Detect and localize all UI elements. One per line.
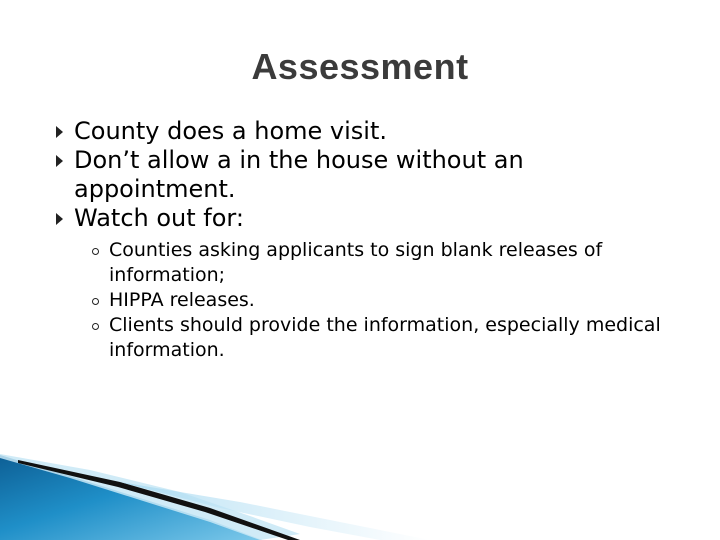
bullet-item [57, 204, 677, 363]
ring-bullet-icon [92, 248, 99, 255]
sub-bullet-item [74, 313, 677, 363]
sub-bullet-item [74, 288, 677, 313]
bullet-text: County does a home visit. [74, 117, 388, 145]
sub-bullet-item [74, 238, 677, 288]
bullet-item [57, 117, 677, 146]
triangle-bullet-icon [56, 155, 63, 167]
bullet-text: Watch out for: [74, 204, 244, 232]
slide-title [0, 44, 720, 90]
sub-bullet-text: HIPPA releases. [109, 289, 255, 311]
sub-bullet-list [74, 238, 677, 363]
sub-bullet-text: Clients should provide the information, especially medical information. [109, 314, 661, 361]
bullet-list [57, 117, 677, 363]
ring-bullet-icon [92, 298, 99, 305]
sub-bullet-text: Counties asking applicants to sign blank releases of information; [109, 239, 603, 286]
slide-title-text: Assessment [251, 46, 469, 87]
ring-bullet-icon [92, 323, 99, 330]
triangle-bullet-icon [56, 213, 63, 225]
bullet-text: Don’t allow a in the house without an appointment. [74, 146, 524, 203]
bullet-item [57, 146, 677, 204]
triangle-bullet-icon [56, 126, 63, 138]
